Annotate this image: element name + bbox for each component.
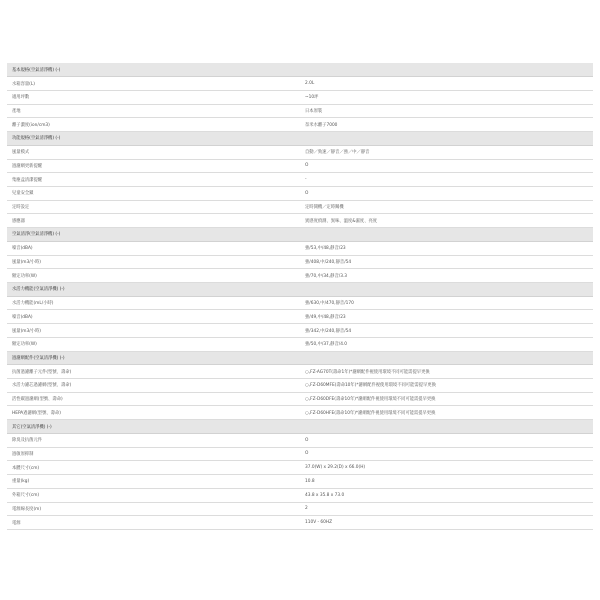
spec-value: O — [300, 159, 593, 173]
spec-label: 額定功率(W) — [7, 337, 300, 351]
spec-value: ○,FZ-AG70T(壽命1年)*濾網配件視使用環境不同可能需提早更換 — [300, 365, 593, 379]
spec-table-body — [7, 63, 593, 529]
spec-label: 離子濃度(ion/cm3) — [7, 118, 300, 132]
spec-value: 2.0L — [300, 77, 593, 91]
spec-value: 37.0(W) x 29.2(D) x 66.0(H) — [300, 461, 593, 475]
spec-row — [7, 337, 593, 351]
section-title: 功能規格(空氣清淨機) (-) — [7, 132, 593, 146]
section-header — [7, 132, 593, 146]
spec-row — [7, 379, 593, 393]
spec-value: O — [300, 433, 593, 447]
spec-row — [7, 241, 593, 255]
spec-row — [7, 200, 593, 214]
spec-value: 日本原裝 — [300, 104, 593, 118]
section-header — [7, 420, 593, 434]
spec-label: 活性碳過濾網(型號、壽命) — [7, 392, 300, 406]
section-title: 空氣清淨(空氣清淨機) (-) — [7, 228, 593, 242]
spec-row — [7, 324, 593, 338]
spec-label: 水箱容量(L) — [7, 77, 300, 91]
section-header — [7, 63, 593, 77]
spec-value: 10.8 — [300, 475, 593, 489]
spec-row — [7, 255, 593, 269]
spec-label: 過濾網更新提醒 — [7, 159, 300, 173]
spec-label: 外箱尺寸(cm) — [7, 488, 300, 502]
section-title: 過濾網配件(空氣清淨機) (-) — [7, 351, 593, 365]
spec-value: 定時開機／定時關機 — [300, 200, 593, 214]
spec-label: 感應器 — [7, 214, 300, 228]
spec-row — [7, 433, 593, 447]
spec-row — [7, 365, 593, 379]
spec-label: 過敏原抑制 — [7, 447, 300, 461]
spec-value: 異感度偵測、異味、溫度&濕度、亮度 — [300, 214, 593, 228]
spec-label: 產地 — [7, 104, 300, 118]
spec-value: 強/630,中/470,靜音/170 — [300, 296, 593, 310]
spec-value: ○,FZ-D60DFE(壽命10年)*濾網配件視使用環境不同可能需提早更換 — [300, 392, 593, 406]
spec-value: 110V - 60HZ — [300, 516, 593, 530]
spec-row — [7, 447, 593, 461]
spec-value: 強/49,中/48,靜音/23 — [300, 310, 593, 324]
spec-label: HEPA過濾網(型號、壽命) — [7, 406, 300, 420]
spec-value: 強/342,中/240,靜音/54 — [300, 324, 593, 338]
spec-row — [7, 310, 593, 324]
spec-label: 重量(kg) — [7, 475, 300, 489]
spec-row — [7, 392, 593, 406]
spec-value: 自動／勁速／靜音／強／中／靜音 — [300, 145, 593, 159]
spec-value: 強/53,中/48,靜音/23 — [300, 241, 593, 255]
section-header — [7, 228, 593, 242]
spec-label: 風量模式 — [7, 145, 300, 159]
spec-value: O — [300, 447, 593, 461]
spec-row — [7, 406, 593, 420]
spec-row — [7, 118, 593, 132]
section-title: 水活力機能(空氣清淨機) (-) — [7, 283, 593, 297]
section-title: 基本規格(空氣清淨機) (-) — [7, 63, 593, 77]
spec-value: O — [300, 186, 593, 200]
spec-row — [7, 475, 593, 489]
spec-value: ○,FZ-D60MFE(壽命10年)*濾網配件視使用環境不同可能需提早更換 — [300, 379, 593, 393]
spec-value: 奈米水離子7000 — [300, 118, 593, 132]
spec-row — [7, 186, 593, 200]
spec-value: 強/70,中/34,靜音/3.3 — [300, 269, 593, 283]
spec-row — [7, 502, 593, 516]
spec-value: ~10坪 — [300, 90, 593, 104]
spec-label: 額定功率(W) — [7, 269, 300, 283]
spec-label: 集塵盒清潔提醒 — [7, 173, 300, 187]
spec-value: 2 — [300, 502, 593, 516]
spec-label: 適用坪數 — [7, 90, 300, 104]
spec-row — [7, 145, 593, 159]
spec-value: - — [300, 173, 593, 187]
spec-table — [7, 63, 593, 530]
spec-label: 定時設定 — [7, 200, 300, 214]
spec-row — [7, 77, 593, 91]
spec-row — [7, 104, 593, 118]
section-header — [7, 283, 593, 297]
spec-row — [7, 159, 593, 173]
section-title: 其它(空氣清淨機) (-) — [7, 420, 593, 434]
spec-value: 強/50,中/37,靜音/4.0 — [300, 337, 593, 351]
spec-label: 噪音(dBA) — [7, 241, 300, 255]
spec-label: 抗菌過濾離子元件(型號、壽命) — [7, 365, 300, 379]
spec-value: ○,FZ-D60HFE(壽命10年)*濾網配件視使用環境不同可能需提早更換 — [300, 406, 593, 420]
spec-label: 噪音(dBA) — [7, 310, 300, 324]
spec-value: 強/408,中/240,靜音/54 — [300, 255, 593, 269]
spec-label: 電源 — [7, 516, 300, 530]
spec-label: 電源線長度(m) — [7, 502, 300, 516]
spec-value: 43.8 x 35.8 x 73.0 — [300, 488, 593, 502]
spec-row — [7, 214, 593, 228]
spec-row — [7, 296, 593, 310]
spec-label: 風量(m3/小時) — [7, 324, 300, 338]
spec-label: 風量(m3/小時) — [7, 255, 300, 269]
spec-label: 兒童安全鎖 — [7, 186, 300, 200]
spec-label: 水活力濾芯過濾網(型號、壽命) — [7, 379, 300, 393]
spec-row — [7, 269, 593, 283]
spec-label: 除臭及抗菌元件 — [7, 433, 300, 447]
spec-row — [7, 173, 593, 187]
section-header — [7, 351, 593, 365]
spec-row — [7, 488, 593, 502]
spec-label: 本體尺寸(cm) — [7, 461, 300, 475]
spec-row — [7, 90, 593, 104]
spec-row — [7, 516, 593, 530]
spec-label: 水活力機能(mL/小時) — [7, 296, 300, 310]
spec-row — [7, 461, 593, 475]
